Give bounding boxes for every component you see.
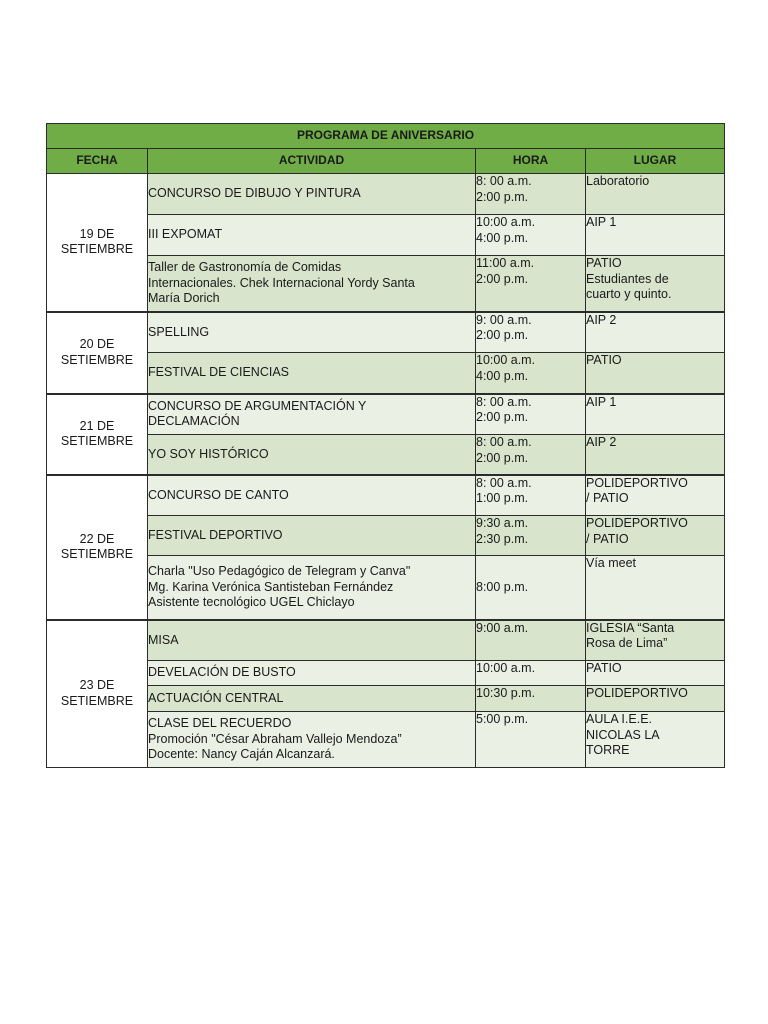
text-line: 22 DE <box>79 531 115 546</box>
time-cell <box>476 620 586 661</box>
text-line: CONCURSO DE DIBUJO Y PINTURA <box>148 186 361 201</box>
place-cell <box>586 516 725 556</box>
date-cell <box>47 475 148 620</box>
time-cell <box>476 215 586 256</box>
text-line: YO SOY HISTÓRICO <box>148 446 269 461</box>
text-line: TORRE <box>586 743 630 757</box>
time-cell <box>476 556 586 620</box>
table-row <box>47 686 725 712</box>
place-cell <box>586 215 725 256</box>
header-actividad: ACTIVIDAD <box>148 149 476 174</box>
text-line: IGLESIA “Santa <box>586 620 675 635</box>
time-cell <box>476 312 586 353</box>
place-cell <box>586 394 725 435</box>
text-line: / PATIO <box>586 491 629 505</box>
place-cell <box>586 712 725 768</box>
text-line: 5:00 p.m. <box>476 712 529 726</box>
time-cell <box>476 435 586 475</box>
place-cell <box>586 620 725 661</box>
text-line: Asistente tecnológico UGEL Chiclayo <box>148 595 355 609</box>
table-row <box>47 620 725 661</box>
program-body <box>47 174 725 768</box>
text-line: 2:00 p.m. <box>476 328 529 342</box>
text-line: SETIEMBRE <box>60 547 134 561</box>
text-line: NICOLAS LA <box>586 727 660 742</box>
text-line: PATIO <box>586 256 622 270</box>
text-line: 19 DE <box>79 226 115 241</box>
text-line: 8:00 p.m. <box>476 579 529 594</box>
activity-cell <box>148 475 476 516</box>
text-line: / PATIO <box>586 531 629 546</box>
table-row <box>47 556 725 620</box>
text-line: 23 DE <box>79 678 115 693</box>
time-cell <box>476 516 586 556</box>
place-cell <box>586 174 725 215</box>
time-cell <box>476 394 586 435</box>
activity-cell <box>148 312 476 353</box>
table-row <box>47 312 725 353</box>
text-line: POLIDEPORTIVO <box>586 516 688 530</box>
text-line: 2:00 p.m. <box>476 410 529 424</box>
text-line: 4:00 p.m. <box>476 230 529 245</box>
text-line: cuarto y quinto. <box>586 287 672 301</box>
place-cell <box>586 256 725 312</box>
text-line: 21 DE <box>79 418 115 433</box>
text-line: 10:00 a.m. <box>476 215 536 229</box>
date-cell <box>47 312 148 394</box>
activity-cell <box>148 620 476 661</box>
text-line: AIP 1 <box>586 215 617 229</box>
activity-cell <box>148 174 476 215</box>
table-row <box>47 353 725 394</box>
text-line: CLASE DEL RECUERDO <box>148 716 292 731</box>
table-row <box>47 516 725 556</box>
text-line: PATIO <box>586 661 622 675</box>
place-cell <box>586 353 725 394</box>
activity-cell <box>148 686 476 712</box>
text-line: Mg. Karina Verónica Santisteban Fernández <box>148 579 394 594</box>
text-line: CONCURSO DE CANTO <box>148 487 289 502</box>
text-line: 4:00 p.m. <box>476 368 529 383</box>
place-cell <box>586 661 725 686</box>
text-line: Rosa de Lima” <box>586 636 668 650</box>
text-line: Docente: Nancy Caján Alcanzará. <box>148 747 335 762</box>
place-cell <box>586 435 725 475</box>
text-line: Vía meet <box>586 556 637 570</box>
activity-cell <box>148 516 476 556</box>
text-line: AULA I.E.E. <box>586 712 653 726</box>
text-line: POLIDEPORTIVO <box>586 686 688 700</box>
activity-cell <box>148 435 476 475</box>
table-row <box>47 661 725 686</box>
text-line: 11:00 a.m. <box>476 256 535 270</box>
table-row <box>47 475 725 516</box>
text-line: MISA <box>148 632 179 647</box>
text-line: Estudiantes de <box>586 271 669 286</box>
text-line: 10:00 a.m. <box>476 353 536 367</box>
time-cell <box>476 174 586 215</box>
time-cell <box>476 712 586 768</box>
text-line: 2:00 p.m. <box>476 189 529 204</box>
table-row <box>47 712 725 768</box>
text-line: 2:00 p.m. <box>476 271 529 286</box>
text-line: 8: 00 a.m. <box>476 435 532 449</box>
text-line: DEVELACIÓN DE BUSTO <box>148 665 296 680</box>
text-line: III EXPOMAT <box>148 227 223 242</box>
place-cell <box>586 475 725 516</box>
text-line: 10:30 p.m. <box>476 686 536 700</box>
table-row <box>47 435 725 475</box>
header-hora: HORA <box>476 149 586 174</box>
table-row <box>47 174 725 215</box>
header-lugar: LUGAR <box>586 149 725 174</box>
time-cell <box>476 256 586 312</box>
activity-cell <box>148 215 476 256</box>
text-line: SETIEMBRE <box>60 434 134 448</box>
text-line: 20 DE <box>79 337 115 351</box>
text-line: AIP 2 <box>586 435 617 449</box>
text-line: 2:30 p.m. <box>476 531 529 546</box>
text-line: María Dorich <box>148 291 220 305</box>
activity-cell <box>148 394 476 435</box>
text-line: Promoción "César Abraham Vallejo Mendoza” <box>148 731 402 746</box>
header-fecha: FECHA <box>47 149 148 174</box>
text-line: 9:00 a.m. <box>476 620 529 635</box>
table-row <box>47 394 725 435</box>
text-line: SETIEMBRE <box>60 242 134 257</box>
table-row <box>47 256 725 312</box>
text-line: POLIDEPORTIVO <box>586 475 688 490</box>
place-cell <box>586 556 725 620</box>
time-cell <box>476 475 586 516</box>
activity-cell <box>148 353 476 394</box>
text-line: AIP 2 <box>586 312 617 327</box>
text-line: Charla "Uso Pedagógico de Telegram y Canva" <box>148 564 411 578</box>
time-cell <box>476 686 586 712</box>
activity-cell <box>148 712 476 768</box>
date-cell <box>47 620 148 768</box>
text-line: 8: 00 a.m. <box>476 174 532 188</box>
text-line: 8: 00 a.m. <box>476 475 532 490</box>
text-line: 9: 00 a.m. <box>476 312 532 327</box>
text-line: 8: 00 a.m. <box>476 394 532 409</box>
program-table <box>46 123 725 768</box>
text-line: Laboratorio <box>586 174 650 188</box>
text-line: PATIO <box>586 353 622 367</box>
activity-cell <box>148 661 476 686</box>
time-cell <box>476 661 586 686</box>
place-cell <box>586 312 725 353</box>
text-line: Taller de Gastronomía de Comidas <box>148 260 342 274</box>
text-line: DECLAMACIÓN <box>148 414 240 429</box>
text-line: ACTUACIÓN CENTRAL <box>148 690 284 705</box>
time-cell <box>476 353 586 394</box>
text-line: SETIEMBRE <box>60 693 134 708</box>
table-row <box>47 215 725 256</box>
text-line: 2:00 p.m. <box>476 450 529 465</box>
text-line: AIP 1 <box>586 394 617 409</box>
text-line: Internacionales. Chek Internacional Yordy Santa <box>148 275 415 290</box>
text-line: SETIEMBRE <box>60 352 134 367</box>
text-line: 9:30 a.m. <box>476 516 529 530</box>
text-line: 10:00 a.m. <box>476 661 536 675</box>
table-title: PROGRAMA DE ANIVERSARIO <box>47 124 725 149</box>
text-line: FESTIVAL DEPORTIVO <box>148 527 283 542</box>
activity-cell <box>148 256 476 312</box>
text-line: 1:00 p.m. <box>476 491 529 505</box>
date-cell <box>47 174 148 312</box>
text-line: CONCURSO DE ARGUMENTACIÓN Y <box>148 398 367 413</box>
text-line: FESTIVAL DE CIENCIAS <box>148 365 290 379</box>
activity-cell <box>148 556 476 620</box>
date-cell <box>47 394 148 475</box>
place-cell <box>586 686 725 712</box>
text-line: SPELLING <box>148 324 210 339</box>
